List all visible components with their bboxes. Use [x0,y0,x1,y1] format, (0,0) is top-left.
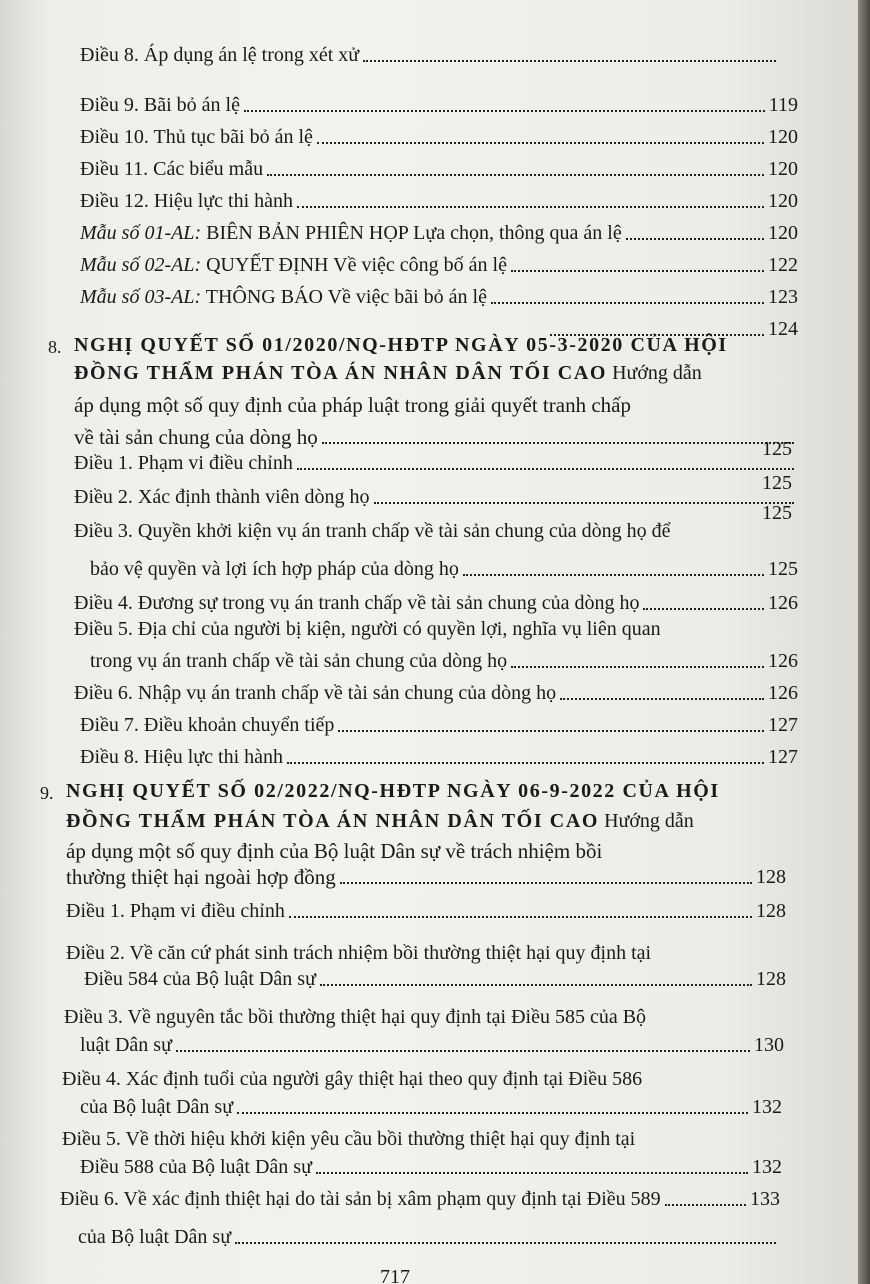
entry-page: 126 [768,650,798,672]
toc-entry [80,744,798,770]
entry-continuation: luật Dân sự [80,1034,172,1056]
entry-page: 128 [756,900,786,922]
dot-leader [267,173,764,176]
toc-entry [80,92,798,118]
entry-page: 132 [752,1156,782,1178]
form-rest: Về việc bãi bỏ án lệ [327,286,487,308]
dot-leader [340,881,752,884]
entry-label: Điều 2. Xác định thành viên dòng họ [74,486,370,508]
dot-leader [626,237,764,240]
toc-entry [62,1126,782,1152]
entry-page: 120 [768,126,798,148]
entry-label: Điều 1. Phạm vi điều chỉnh [66,900,285,922]
dot-leader [463,573,764,576]
dot-leader [643,607,764,610]
entry-continuation: trong vụ án tranh chấp về tài sản chung của dòng họ [90,650,508,672]
form-prefix: Mẫu số 03-AL: [80,286,202,308]
entry-page: 120 [768,158,798,180]
toc-entry [66,940,786,966]
heading-rest: Hướng dẫn [604,810,694,832]
page-number: 717 [380,1266,410,1284]
entry-page: 122 [768,254,798,276]
toc-entry [80,124,798,150]
entry-label: Điều 8. Hiệu lực thi hành [80,746,284,768]
section-heading: NGHỊ QUYẾT SỐ 01/2020/NQ-HĐTP NGÀY 05-3-2020 CỦA HỘI [74,334,728,356]
dot-leader [491,301,764,304]
dot-leader [322,441,794,444]
dot-leader [511,665,764,668]
entry-page: 125 [762,502,792,524]
entry-page: 126 [768,682,798,704]
dot-leader [511,269,764,272]
entry-label: Điều 12. Hiệu lực thi hành [80,190,294,212]
form-label [80,284,487,310]
toc-entry [80,1154,782,1180]
toc-entry [74,590,798,616]
section-description: áp dụng một số quy định của pháp luật trong giải quyết tranh chấp [74,393,631,417]
form-entry [80,252,798,278]
toc-entry [80,712,798,738]
entry-continuation: bảo vệ quyền và lợi ích hợp pháp của dòng họ [90,558,459,580]
entry-page: 119 [768,94,798,116]
section-heading-line2 [66,808,694,834]
dot-leader [297,205,764,208]
entry-label: Điều 1. Phạm vi điều chỉnh [74,452,293,474]
toc-entry [80,188,798,214]
entry-label: Điều 5. Địa chỉ của người bị kiện, người có quyền lợi, nghĩa vụ liên quan [74,618,661,640]
section-number: 8. [48,337,62,357]
section-number: 9. [40,783,54,803]
entry-label: Điều 6. Nhập vụ án tranh chấp về tài sản chung của dòng họ [74,682,557,704]
entry-label: Điều 7. Điều khoản chuyển tiếp [80,714,335,736]
form-title: BIÊN BẢN PHIÊN HỌP [206,222,409,244]
dot-leader [289,915,752,918]
dot-leader [176,1049,750,1052]
toc-entry [84,966,786,992]
entry-label: Điều 2. Về căn cứ phát sinh trách nhiệm bồi thường thiệt hại quy định tại [66,942,652,964]
toc-entry [90,648,798,674]
form-entry [80,220,798,246]
section-description-end [66,864,786,890]
entry-page: 126 [768,592,798,614]
section-description-end [74,424,798,450]
entry-label: Điều 4. Đương sự trong vụ án tranh chấp về tài sản chung của dòng họ [74,592,640,614]
entry-page: 125 [768,558,798,580]
section-heading: NGHỊ QUYẾT SỐ 02/2022/NQ-HĐTP NGÀY 06-9-2022 CỦA HỘI [66,780,720,802]
form-prefix: Mẫu số 02-AL: [80,254,202,276]
entry-continuation: Điều 584 của Bộ luật Dân sự [84,968,316,990]
toc-entry [74,680,798,706]
entry-label: Điều 5. Về thời hiệu khởi kiện yêu cầu bồi thường thiệt hại quy định tại [62,1128,636,1150]
description-text: về tài sản chung của dòng họ [74,425,318,449]
entry-page: 130 [754,1034,784,1056]
entry-page: 125 [762,472,792,494]
form-label [80,220,622,246]
form-rest: Lựa chọn, thông qua án lệ [413,222,622,244]
heading-rest: Hướng dẫn [612,362,702,384]
heading-bold: ĐỒNG THẨM PHÁN TÒA ÁN NHÂN DÂN TỐI CAO [66,810,600,832]
entry-page: 133 [750,1188,780,1210]
toc-entry [90,556,798,582]
section-description: áp dụng một số quy định của Bộ luật Dân sự về trách nhiệm bồi [66,839,603,863]
dot-leader [244,109,765,112]
form-entry [80,284,798,310]
entry-label: Điều 9. Bãi bỏ án lệ [80,94,240,116]
toc-entry [64,1004,784,1030]
dot-leader [316,1171,748,1174]
entry-page: 127 [768,714,798,736]
dot-leader [317,141,764,144]
entry-label: Điều 3. Quyền khởi kiện vụ án tranh chấp về tài sản chung của dòng họ để [74,520,671,542]
entry-label: Điều 6. Về xác định thiệt hại do tài sản bị xâm phạm quy định tại Điều 589 [60,1188,661,1210]
toc-entry [66,898,786,924]
entry-label: Điều 8. Áp dụng án lệ trong xét xử [80,44,360,66]
toc-entry [78,1224,780,1250]
book-edge [858,0,870,1284]
entry-page: 127 [768,746,798,768]
dot-leader [363,59,776,62]
entry-label: Điều 4. Xác định tuổi của người gây thiệt hại theo quy định tại Điều 586 [62,1068,643,1090]
entry-page: 125 [762,438,792,460]
dot-leader [235,1241,776,1244]
dot-leader [560,697,764,700]
entry-page: 120 [768,222,798,244]
dot-leader [237,1111,748,1114]
toc-entry [62,1066,782,1092]
entry-continuation: của Bộ luật Dân sự [80,1096,234,1118]
entry-continuation: của Bộ luật Dân sự [78,1226,232,1248]
toc-entry [80,1032,784,1058]
section-heading-line2 [74,360,702,386]
form-title: QUYẾT ĐỊNH [206,254,329,276]
entry-page: 132 [752,1096,782,1118]
dot-leader [320,983,752,986]
entry-page: 123 [768,286,798,308]
form-prefix: Mẫu số 01-AL: [80,222,202,244]
toc-entry [80,156,798,182]
entry-label: Điều 10. Thủ tục bãi bỏ án lệ [80,126,313,148]
dot-leader [287,761,764,764]
section-page: 124 [768,318,798,340]
entry-page: 128 [756,968,786,990]
toc-entry [80,42,780,68]
heading-bold: ĐỒNG THẨM PHÁN TÒA ÁN NHÂN DÂN TỐI CAO [74,362,608,384]
form-rest: Về việc công bố án lệ [333,254,507,276]
dot-leader [665,1203,746,1206]
form-label [80,252,507,278]
entry-page: 120 [768,190,798,212]
dot-leader [338,729,764,732]
section-page: 128 [756,866,786,888]
toc-entry [80,1094,782,1120]
entry-continuation: Điều 588 của Bộ luật Dân sự [80,1156,312,1178]
entry-label: Điều 3. Về nguyên tắc bồi thường thiệt hại quy định tại Điều 585 của Bộ [64,1006,647,1028]
form-title: THÔNG BÁO [205,286,323,308]
description-text: thường thiệt hại ngoài hợp đồng [66,865,336,889]
toc-entry [60,1186,780,1212]
entry-label: Điều 11. Các biểu mẫu [80,158,264,180]
